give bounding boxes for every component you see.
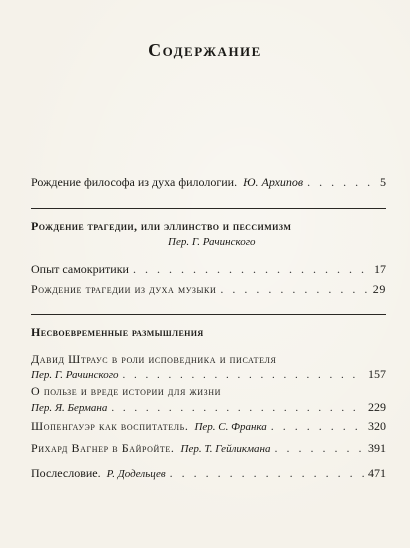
- toc-entry-preface[interactable]: [31, 175, 386, 190]
- toc-entry[interactable]: [31, 441, 386, 456]
- section-divider: [31, 314, 386, 315]
- entry-page: 320: [368, 419, 386, 433]
- toc-entry[interactable]: [31, 282, 386, 297]
- entry-title: Опыт самокритики: [31, 262, 129, 276]
- entry-page: 17: [374, 262, 386, 276]
- entry-title: Рихард Вагнер в Байройте.: [31, 441, 175, 455]
- toc-entry[interactable]: [31, 352, 386, 367]
- entry-title: Рождение философа из духа филологии.: [31, 175, 238, 189]
- entry-translator: Пер. Г. Рачинского: [31, 369, 119, 381]
- dot-leader: [111, 402, 364, 414]
- entry-page: 229: [368, 400, 386, 414]
- entry-author: Р. Додельцев: [106, 468, 166, 480]
- entry-title: Давид Штраус в роли исповедника и писателя: [31, 352, 277, 366]
- section-heading-birth-of-tragedy[interactable]: Рождение трагедии, или эллинство и пессимизм: [31, 219, 292, 233]
- dot-leader: [133, 262, 370, 277]
- dot-leader: [274, 441, 364, 456]
- entry-title: Послесловие.: [31, 466, 101, 480]
- entry-translator: Пер. Я. Бермана: [31, 402, 108, 414]
- toc-entry-translator-line: [31, 400, 386, 415]
- dot-leader: [220, 282, 368, 297]
- entry-title: Шопенгауэр как воспитатель.: [31, 419, 189, 433]
- section-divider: [31, 208, 386, 209]
- section-heading-untimely-meditations[interactable]: Несвоевременные размышления: [31, 325, 204, 339]
- entry-title: О пользе и вреде истории для жизни: [31, 384, 222, 398]
- dot-leader: [123, 369, 364, 381]
- entry-page: 5: [380, 175, 386, 189]
- toc-entry[interactable]: [31, 262, 386, 277]
- toc-entry-afterword[interactable]: [31, 466, 386, 481]
- toc-entry-translator-line: [31, 367, 386, 382]
- entry-title: Рождение трагедии из духа музыки: [31, 282, 217, 296]
- entry-page: 29: [372, 282, 386, 296]
- page-title: Содержание: [148, 40, 262, 60]
- entry-page: 391: [368, 441, 386, 455]
- entry-translator: Пер. Т. Гейликмана: [180, 443, 271, 455]
- dot-leader: [307, 175, 376, 190]
- toc-entry[interactable]: [31, 419, 386, 434]
- entry-author: Ю. Архипов: [243, 175, 304, 189]
- entry-page: 157: [368, 367, 386, 381]
- dot-leader: [170, 466, 364, 481]
- entry-translator: Пер. С. Франка: [194, 421, 267, 433]
- entry-page: 471: [368, 466, 386, 480]
- dot-leader: [271, 419, 364, 434]
- section-translator: Пер. Г. Рачинского: [168, 236, 256, 248]
- toc-entry[interactable]: [31, 384, 386, 399]
